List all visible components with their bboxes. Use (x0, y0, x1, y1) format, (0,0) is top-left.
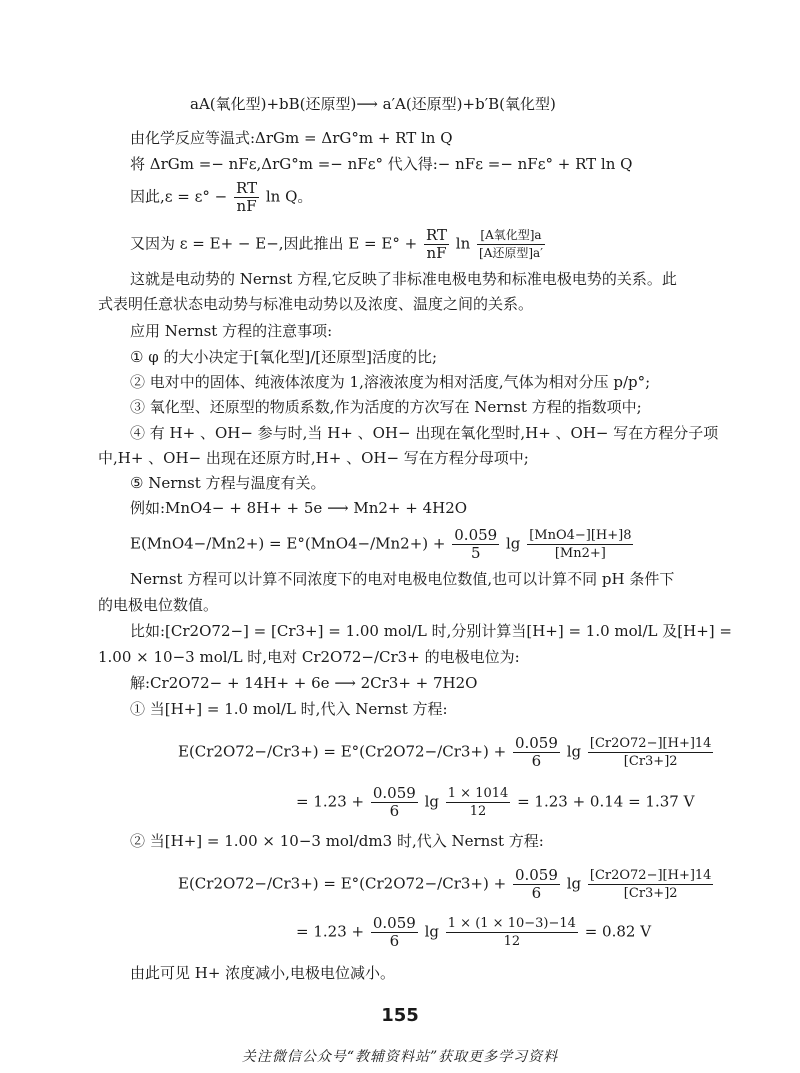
result-value: = 0.82 V (584, 922, 652, 941)
note-item-4: ④ 有 H+ 、OH− 参与时,当 H+ 、OH− 出现在氧化型时,H+ 、OH− 写在方程分子项 (130, 424, 719, 442)
result-prefix: = 1.23 + (296, 792, 365, 811)
solution-reaction: 解:Cr2O72− + 14H+ + 6e ⟶ 2Cr3+ + 7H2O (130, 674, 478, 692)
rt-over-nf-fraction (424, 227, 449, 262)
fraction-numerator: [MnO4−][H+]8 (529, 528, 632, 543)
fraction-denominator: 6 (389, 932, 400, 950)
fraction-denominator: [Cr3+]2 (623, 754, 678, 769)
case-1-heading: ① 当[H+] = 1.0 mol/L 时,代入 Nernst 方程: (130, 700, 448, 718)
fraction-denominator: 6 (389, 802, 400, 820)
coefficient-fraction (371, 785, 418, 820)
coefficient-fraction (513, 735, 560, 770)
lg-operator: lg (424, 922, 439, 941)
ln-operator: ln (455, 234, 471, 253)
case-1-equation (178, 735, 715, 770)
value-fraction (446, 785, 511, 820)
conclusion: 由此可见 H+ 浓度减小,电极电位减小。 (130, 964, 395, 982)
fraction-denominator: 6 (531, 884, 542, 902)
fraction-denominator: nF (236, 197, 257, 215)
epsilon-prefix: 因此,ε = ε° − (130, 187, 228, 206)
case-2-equation (178, 867, 715, 902)
case-2-result (296, 915, 651, 950)
paragraph-line: 比如:[Cr2O72−] = [Cr3+] = 1.00 mol/L 时,分别计算当[H+] = 1.0 mol/L 及[H+] = (130, 622, 732, 640)
nernst-general-formula (130, 227, 547, 262)
case-2-heading: ② 当[H+] = 1.00 × 10−3 mol/dm3 时,代入 Nernst 方程: (130, 832, 544, 850)
footer-watermark: 关注微信公众号“教辅资料站”获取更多学习资料 (241, 1049, 559, 1065)
fraction-numerator: 0.059 (372, 914, 416, 932)
note-item-4-continued: 中,H+ 、OH− 出现在还原方时,H+ 、OH− 写在方程分母项中; (98, 449, 529, 467)
lg-operator: lg (566, 874, 582, 893)
fraction-denominator: [Cr3+]2 (623, 886, 678, 901)
case-1-result (296, 785, 694, 820)
fraction-numerator: 1 × (1 × 10−3)−14 (447, 916, 576, 931)
fraction-numerator: 0.059 (514, 734, 558, 752)
mno4-nernst-equation (130, 527, 635, 562)
paragraph-line: Nernst 方程可以计算不同浓度下的电对电极电位数值,也可以计算不同 pH 条件下 (130, 570, 675, 588)
fraction-numerator: 0.059 (372, 784, 416, 802)
fraction-numerator: RT (425, 226, 447, 244)
note-item-5: ⑤ Nernst 方程与温度有关。 (130, 474, 326, 492)
equation-lhs: E(Cr2O72−/Cr3+) = E°(Cr2O72−/Cr3+) + (178, 742, 507, 761)
fraction-denominator: 12 (503, 934, 521, 949)
coefficient-fraction (371, 915, 418, 950)
fraction-numerator: 1 × 1014 (447, 786, 509, 801)
fraction-denominator: [A还原型]a′ (479, 246, 543, 260)
note-item-1: ① φ 的大小决定于[氧化型]/[还原型]活度的比; (130, 348, 438, 366)
lg-operator: lg (424, 792, 439, 811)
epsilon-suffix: ln Q。 (265, 187, 313, 206)
rt-over-nf-fraction (234, 180, 259, 215)
concentration-fraction (527, 527, 633, 562)
value-fraction (446, 915, 578, 950)
equation-lhs: E(Cr2O72−/Cr3+) = E°(Cr2O72−/Cr3+) + (178, 874, 507, 893)
concentration-fraction (588, 867, 714, 902)
concentration-fraction (588, 735, 714, 770)
fraction-denominator: 6 (531, 752, 542, 770)
paragraph-line: 1.00 × 10−3 mol/L 时,电对 Cr2O72−/Cr3+ 的电极电位为: (98, 648, 520, 666)
reaction-equation: aA(氧化型)+bB(还原型)⟶ a′A(还原型)+b′B(氧化型) (190, 95, 556, 113)
nernst-prefix: 又因为 ε = E+ − E−,因此推出 E = E° + (130, 234, 418, 253)
fraction-numerator: [Cr2O72−][H+]14 (589, 868, 712, 883)
epsilon-formula (130, 180, 312, 215)
fraction-numerator: 0.059 (454, 526, 498, 544)
coefficient-fraction (513, 867, 560, 902)
fraction-denominator: nF (426, 244, 447, 262)
fraction-numerator: RT (236, 179, 258, 197)
paragraph-line: 这就是电动势的 Nernst 方程,它反映了非标准电极电势和标准电极电势的关系。此 (130, 270, 677, 288)
page-number: 155 (381, 1005, 419, 1026)
fraction-numerator: 0.059 (514, 866, 558, 884)
coefficient-fraction (452, 527, 499, 562)
paragraph-line: 式表明任意状态电动势与标准电动势以及浓度、温度之间的关系。 (98, 295, 534, 313)
substitution-line: 将 ΔrGm =− nFε,ΔrG°m =− nFε° 代入得:− nFε =− nFε° + RT ln Q (130, 155, 633, 173)
note-item-3: ③ 氧化型、还原型的物质系数,作为活度的方次写在 Nernst 方程的指数项中; (130, 398, 642, 416)
fraction-denominator: 12 (469, 804, 487, 819)
lg-operator: lg (566, 742, 582, 761)
fraction-numerator: [A氧化型]a (477, 227, 545, 245)
result-value: = 1.23 + 0.14 = 1.37 V (517, 792, 695, 811)
fraction-denominator: [Mn2+] (554, 546, 606, 561)
fraction-denominator: 5 (470, 544, 481, 562)
fraction-numerator: [Cr2O72−][H+]14 (589, 736, 712, 751)
note-item-2: ② 电对中的固体、纯液体浓度为 1,溶液浓度为相对活度,气体为相对分压 p/p°; (130, 373, 651, 391)
activity-fraction (477, 227, 545, 262)
example-reaction: 例如:MnO4− + 8H+ + 5e ⟶ Mn2+ + 4H2O (130, 499, 468, 517)
lg-operator: lg (506, 534, 521, 553)
paragraph-line: 的电极电位数值。 (98, 596, 219, 614)
isotherm-equation: 由化学反应等温式:ΔrGm = ΔrG°m + RT ln Q (130, 129, 453, 147)
equation-lhs: E(MnO4−/Mn2+) = E°(MnO4−/Mn2+) + (130, 534, 446, 553)
notes-heading: 应用 Nernst 方程的注意事项: (130, 322, 333, 340)
result-prefix: = 1.23 + (296, 922, 365, 941)
